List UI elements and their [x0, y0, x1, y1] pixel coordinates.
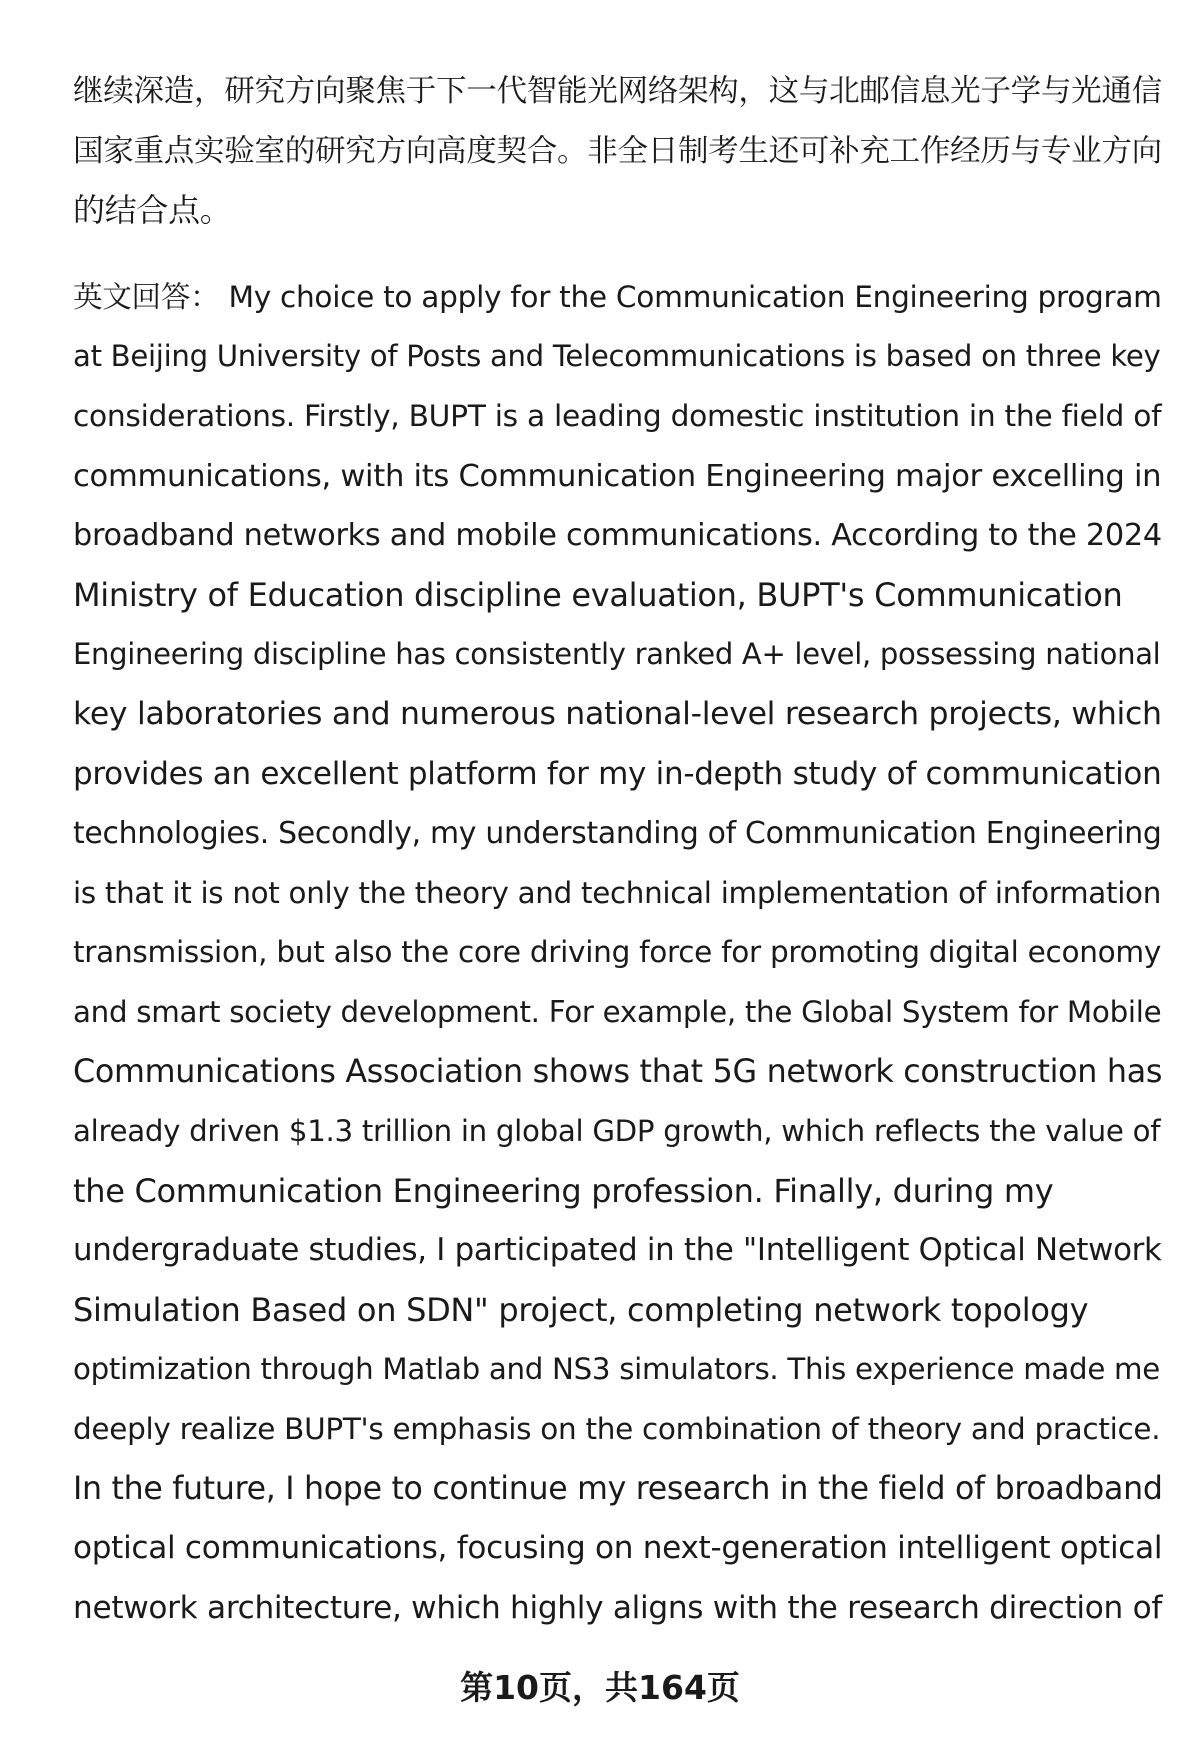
text-line: undergraduate studies, I participated in the "Intelligent Optical Network	[73, 1232, 1162, 1269]
text-line: Ministry of Education discipline evaluation, BUPT's Communication	[73, 575, 1123, 614]
chinese-paragraph	[73, 62, 1163, 241]
text-line: 继续深造，研究方向聚焦于下一代智能光网络架构，这与北邮信息光子学与光通信	[73, 74, 1162, 109]
text-line: broadband networks and mobile communications. According to the 2024	[73, 518, 1162, 554]
text-line: provides an excellent platform for my in-depth study of communication	[73, 755, 1162, 792]
text-line: the Communication Engineering profession. Finally, during my	[73, 1171, 1054, 1210]
text-line: at Beijing University of Posts and Telecommunications is based on three key	[73, 339, 1161, 374]
text-line: is that it is not only the theory and technical implementation of information	[73, 875, 1162, 910]
text-line: 国家重点实验室的研究方向高度契合。非全日制考生还可补充工作经历与专业方向	[73, 133, 1162, 169]
text-line: and smart society development. For example, the Global System for Mobile	[73, 994, 1162, 1029]
text-line: Communications Association shows that 5G network construction has	[73, 1053, 1163, 1090]
text-line: Simulation Based on SDN" project, completing network topology	[73, 1290, 1089, 1329]
text-line: 的结合点。	[73, 191, 232, 230]
english-answer-paragraph	[73, 268, 1163, 1639]
page-number-footer: 第10页，共164页	[460, 1668, 740, 1707]
text-line: deeply realize BUPT's emphasis on the combination of theory and practice.	[73, 1412, 1161, 1447]
text-line: network architecture, which highly aligns with the research direction of	[73, 1589, 1163, 1626]
text-line: key laboratories and numerous national-level research projects, which	[73, 695, 1162, 732]
text-line: Engineering discipline has consistently ranked A+ level, possessing national	[73, 637, 1161, 672]
document-body	[73, 62, 1163, 1638]
text-line: communications, with its Communication Engineering major excelling in	[73, 458, 1162, 494]
text-line: 英文回答： My choice to apply for the Communication Engineering program	[73, 279, 1162, 314]
text-line: already driven $1.3 trillion in global GDP growth, which reflects the value of	[73, 1114, 1161, 1149]
text-line: In the future, I hope to continue my research in the field of broadband	[73, 1470, 1163, 1507]
text-line: technologies. Secondly, my understanding of Communication Engineering	[73, 816, 1162, 852]
text-line: optical communications, focusing on next-generation intelligent optical	[73, 1530, 1163, 1567]
text-line: optimization through Matlab and NS3 simulators. This experience made me	[73, 1352, 1160, 1387]
text-line: transmission, but also the core driving force for promoting digital economy	[73, 935, 1162, 970]
text-line: considerations. Firstly, BUPT is a leading domestic institution in the field of	[73, 398, 1162, 434]
